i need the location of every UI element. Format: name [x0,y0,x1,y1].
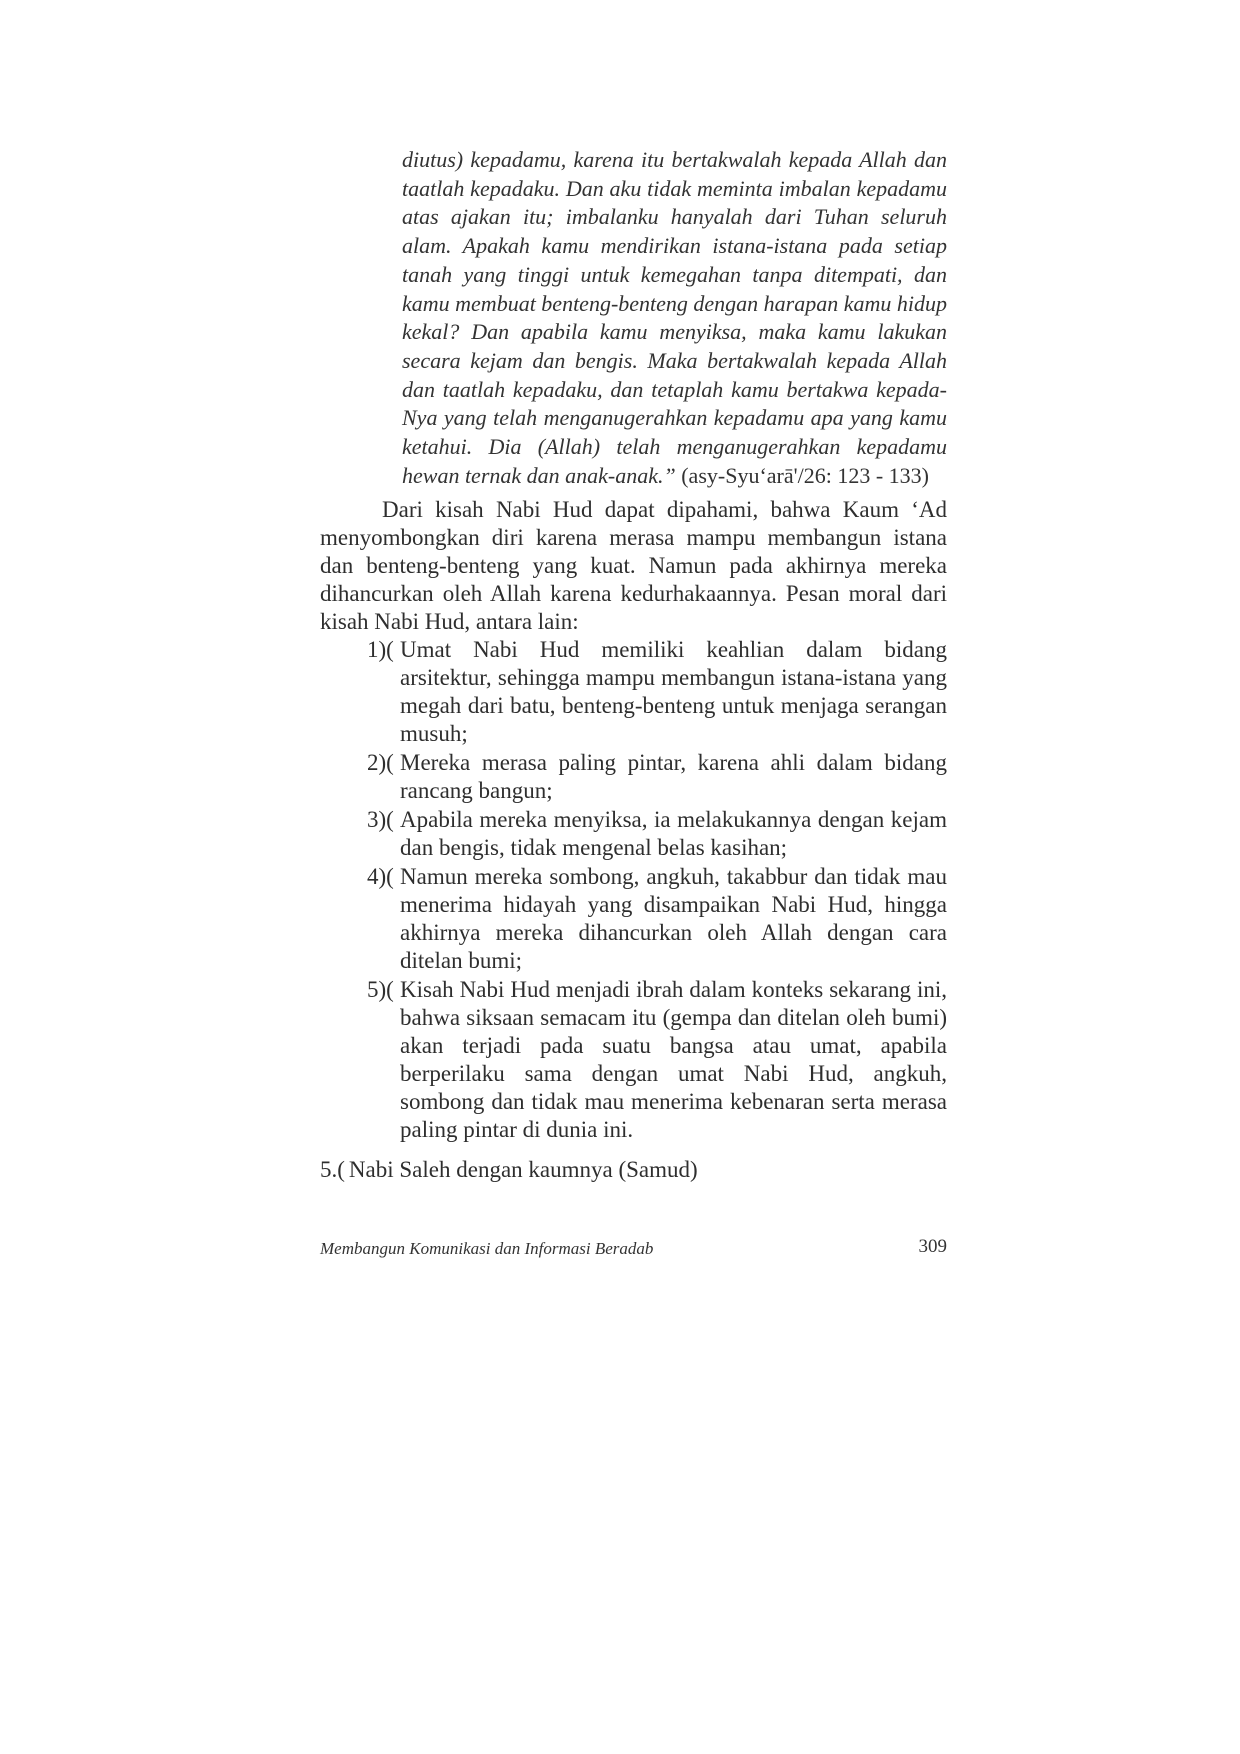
list-item-text: Kisah Nabi Hud menjadi ibrah dalam konteks sekarang ini, bahwa siksaan semacam itu (gempa dan ditelan oleh bumi) akan terjadi pada suatu bangsa atau umat, apabila berperilaku sama dengan umat Nabi Hud, angkuh, sombong dan tidak mau menerima kebenaran serta merasa paling pintar di dunia ini. [400,977,947,1142]
list-marker: 5)( [367,977,394,1002]
section-title: Nabi Saleh dengan kaumnya (Samud) [348,1157,698,1182]
list-item-text: Umat Nabi Hud memiliki keahlian dalam bidang arsitektur, sehingga mampu membangun istana-istana yang megah dari batu, benteng-benteng untuk menjaga serangan musuh; [400,637,947,746]
list-marker: 2)( [367,750,394,775]
list-item-text: Apabila mereka menyiksa, ia melakukannya dengan kejam dan bengis, tidak mengenal belas kasihan; [400,807,947,860]
quote-reference: (asy-Syu‘arā'/26: 123 - 133) [681,462,929,488]
list-item [320,749,947,805]
list-marker: 4)( [367,864,394,889]
list-item-text: Namun mereka sombong, angkuh, takabbur dan tidak mau menerima hidayah yang disampaikan Nabi Hud, hingga akhirnya mereka dihancurkan oleh Allah dengan cara ditelan bumi; [400,864,947,973]
list-marker: 1)( [367,637,394,662]
list-marker: 3)( [367,807,394,832]
moral-lessons-list [320,636,947,1145]
quote-text: diutus) kepadamu, karena itu bertakwalah kepada Allah dan taatlah kepadaku. Dan aku tidak meminta imbalan kepadamu atas ajakan itu; imbalanku hanyalah dari Tuhan seluruh alam. Apakah kamu mendirikan istana-istana pada setiap tanah yang tinggi untuk kemegahan tanpa ditempati, dan kamu membuat benteng-benteng dengan harapan kamu hidup kekal? Dan apabila kamu menyiksa, maka kamu lakukan secara kejam dan bengis. Maka bertakwalah kepada Allah dan taatlah kepadaku, dan tetaplah kamu bertakwa kepada-Nya yang telah menganugerahkan kepadamu apa yang kamu ketahui. Dia (Allah) telah menganugerahkan kepadamu hewan ternak dan anak-anak.” [402,147,948,488]
list-item [320,636,947,748]
section-number: 5.( [320,1157,345,1182]
page-number: 309 [918,1236,947,1257]
list-item [320,863,947,975]
list-item [320,806,947,862]
list-item-text: Mereka merasa paling pintar, karena ahli dalam bidang rancang bangun; [400,750,947,803]
list-item [320,976,947,1144]
body-paragraph: Dari kisah Nabi Hud dapat dipahami, bahwa Kaum ‘Ad menyombongkan diri karena merasa mampu membangun istana dan benteng-benteng yang kuat. Namun pada akhirnya mereka dihancurkan oleh Allah karena kedurhakaannya. Pesan moral dari kisah Nabi Hud, antara lain: [320,497,947,634]
footer-book-title: Membangun Komunikasi dan Informasi Beradab [320,1239,654,1258]
quran-quote [402,146,947,490]
section-heading [320,1156,698,1184]
